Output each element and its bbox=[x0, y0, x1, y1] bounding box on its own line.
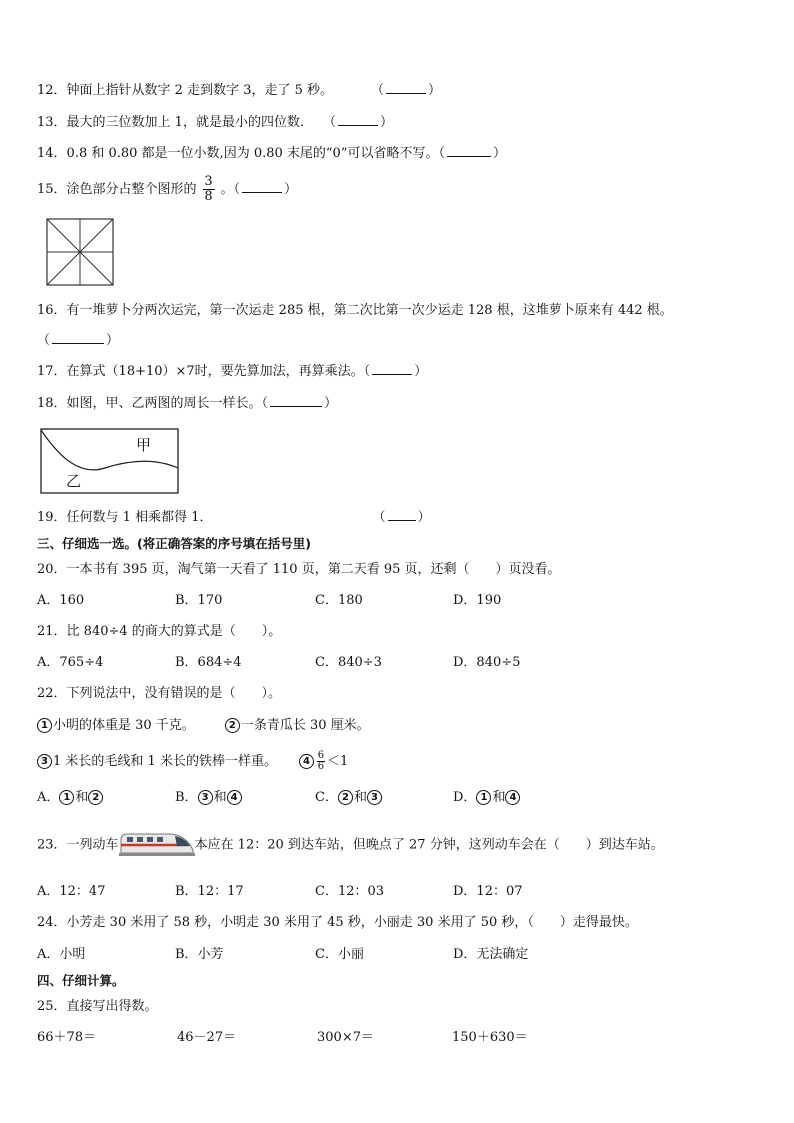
fraction-numerator: 3 bbox=[204, 174, 213, 189]
circled-number: 2 bbox=[338, 790, 353, 805]
paren-left: （ bbox=[372, 510, 386, 525]
statement-3: 1 米长的毛线和 1 米长的铁棒一样重。 bbox=[53, 754, 277, 769]
option-d[interactable]: D．840÷5 bbox=[453, 655, 521, 670]
question-16-text: 16．有一堆萝卜分两次运完，第一次运走 285 根，第二次比第一次少运走 128 根，这堆萝卜原来有 442 根。 bbox=[37, 303, 673, 318]
question-13 bbox=[37, 114, 393, 132]
paren-left: （ bbox=[233, 182, 241, 197]
fraction bbox=[317, 751, 325, 772]
paren-left: （ bbox=[322, 115, 336, 130]
question-19 bbox=[37, 509, 431, 527]
fraction-numerator: 6 bbox=[317, 750, 325, 761]
answer-blank[interactable] bbox=[52, 332, 104, 344]
circled-number: 4 bbox=[227, 790, 242, 805]
paren-right: ） bbox=[414, 364, 428, 379]
paren-left: （ bbox=[37, 333, 51, 348]
question-17 bbox=[37, 363, 427, 381]
circled-number: 1 bbox=[476, 790, 491, 805]
option-d[interactable]: D． 1 和 4 bbox=[453, 789, 521, 807]
option-d[interactable]: D．无法确定 bbox=[453, 947, 529, 962]
fraction-denominator: 8 bbox=[204, 189, 213, 204]
question-23 bbox=[37, 834, 664, 856]
circled-number: 2 bbox=[88, 790, 103, 805]
option-c[interactable]: C．180 bbox=[315, 593, 363, 608]
calc-item: 150＋630＝ bbox=[452, 1030, 528, 1045]
statement-row-1 bbox=[37, 717, 370, 735]
option-a[interactable]: A．765÷4 bbox=[37, 655, 104, 670]
option-a[interactable]: A． 1 和 2 bbox=[37, 789, 104, 807]
circled-number: 4 bbox=[505, 790, 520, 805]
circled-number-4: 4 bbox=[299, 754, 314, 769]
label-yi: 乙 bbox=[66, 472, 82, 490]
question-22: 22．下列说法中，没有错误的是（ ）。 bbox=[37, 686, 282, 701]
option-b[interactable]: B．170 bbox=[175, 593, 223, 608]
answer-blank[interactable] bbox=[242, 181, 282, 193]
question-16 bbox=[37, 302, 673, 320]
option-a[interactable]: A．小明 bbox=[37, 947, 86, 962]
question-15 bbox=[37, 172, 297, 208]
question-14-text: 14．0.8 和 0.80 都是一位小数,因为 0.80 末尾的“0”可以省略不写。 bbox=[37, 146, 439, 161]
circled-number-2: 2 bbox=[225, 718, 240, 733]
question-25: 25．直接写出得数。 bbox=[37, 999, 158, 1014]
question-12-text: 12．钟面上指针从数字 2 走到数字 3，走了 5 秒。 bbox=[37, 83, 334, 98]
statement-1: 小明的体重是 30 千克。 bbox=[53, 718, 195, 733]
option-c[interactable]: C．840÷3 bbox=[315, 655, 382, 670]
calc-item: 46－27＝ bbox=[177, 1030, 237, 1045]
bullet-train-icon bbox=[119, 826, 195, 860]
option-c[interactable]: C． 2 和 3 bbox=[315, 789, 383, 807]
option-c[interactable]: C．小丽 bbox=[315, 947, 364, 962]
statement-2: 一条青瓜长 30 厘米。 bbox=[240, 718, 370, 733]
answer-blank[interactable] bbox=[386, 82, 426, 94]
section-3-heading: 三、仔细选一选。(将正确答案的序号填在括号里) bbox=[37, 536, 311, 551]
option-d[interactable]: D．12：07 bbox=[453, 884, 523, 899]
question-16-answer bbox=[37, 332, 119, 350]
circled-number: 3 bbox=[367, 790, 382, 805]
question-23-text-before: 23．一列动车 bbox=[37, 837, 119, 853]
paren-left: （ bbox=[438, 146, 445, 161]
option-b[interactable]: B．12：17 bbox=[175, 884, 244, 899]
option-b[interactable]: B．684÷4 bbox=[175, 655, 242, 670]
paren-right: ） bbox=[417, 510, 431, 525]
label-jia: 甲 bbox=[136, 436, 152, 454]
fraction bbox=[203, 175, 215, 204]
circled-number: 1 bbox=[59, 790, 74, 805]
circled-number-1: 1 bbox=[37, 718, 52, 733]
question-13-text: 13．最大的三位数加上 1，就是最小的四位数． bbox=[37, 115, 313, 130]
paren-left: （ bbox=[363, 364, 371, 379]
question-18 bbox=[37, 395, 337, 413]
question-14 bbox=[37, 145, 506, 163]
paren-left: （ bbox=[371, 83, 385, 98]
fraction-denominator: 6 bbox=[317, 761, 325, 772]
question-21: 21．比 840÷4 的商大的算式是（ ）。 bbox=[37, 624, 282, 639]
answer-blank[interactable] bbox=[388, 509, 416, 521]
rectangle-figure bbox=[40, 428, 180, 494]
answer-blank[interactable] bbox=[447, 145, 491, 157]
question-24: 24．小芳走 30 米用了 58 秒，小明走 30 米用了 45 秒，小丽走 30 米用了 50 秒，（ ）走得最快。 bbox=[37, 915, 638, 930]
question-23-text-after: 本应在 12：20 到达车站，但晚点了 27 分钟，这列动车会在（ ）到达车站。 bbox=[194, 837, 664, 853]
statement-row-2 bbox=[37, 748, 348, 776]
question-19-text: 19．任何数与 1 相乘都得 1． bbox=[37, 510, 213, 525]
question-20: 20．一本书有 395 页，淘气第一天看了 110 页，第二天看 95 页，还剩（ ）页没看。 bbox=[37, 562, 561, 577]
paren-right: ） bbox=[324, 396, 338, 411]
answer-blank[interactable] bbox=[372, 363, 412, 375]
circled-number-3: 3 bbox=[37, 754, 52, 769]
square-figure bbox=[46, 218, 114, 286]
option-c[interactable]: C．12：03 bbox=[315, 884, 385, 899]
paren-right: ） bbox=[379, 115, 393, 130]
question-15-text: 15．涂色部分占整个图形的 bbox=[37, 182, 197, 197]
paren-right: ） bbox=[492, 146, 506, 161]
question-17-text: 17．在算式（18+10）×7时，要先算加法，再算乘法。 bbox=[37, 364, 364, 379]
paren-right: ） bbox=[106, 333, 120, 348]
rectangle-split-curve bbox=[40, 428, 180, 494]
paren-right: ） bbox=[428, 83, 442, 98]
option-b[interactable]: B． 3 和 4 bbox=[175, 789, 243, 807]
calc-item: 66＋78＝ bbox=[37, 1030, 97, 1045]
question-18-text: 18．如图，甲、乙两图的周长一样长。 bbox=[37, 396, 262, 411]
period: 。 bbox=[220, 182, 234, 197]
train-image bbox=[119, 834, 195, 856]
calc-item: 300×7＝ bbox=[317, 1030, 374, 1045]
option-d[interactable]: D．190 bbox=[453, 593, 502, 608]
option-a[interactable]: A．160 bbox=[37, 593, 85, 608]
statement-4-rest: ＜1 bbox=[326, 754, 349, 769]
paren-right: ） bbox=[284, 182, 298, 197]
answer-blank[interactable] bbox=[270, 395, 322, 407]
section-4-heading: 四、仔细计算。 bbox=[37, 973, 125, 988]
option-b[interactable]: B．小芳 bbox=[175, 947, 224, 962]
option-a[interactable]: A．12：47 bbox=[37, 884, 106, 899]
paren-left: （ bbox=[261, 396, 269, 411]
circled-number: 3 bbox=[198, 790, 213, 805]
question-12 bbox=[37, 82, 441, 100]
answer-blank[interactable] bbox=[338, 114, 378, 126]
